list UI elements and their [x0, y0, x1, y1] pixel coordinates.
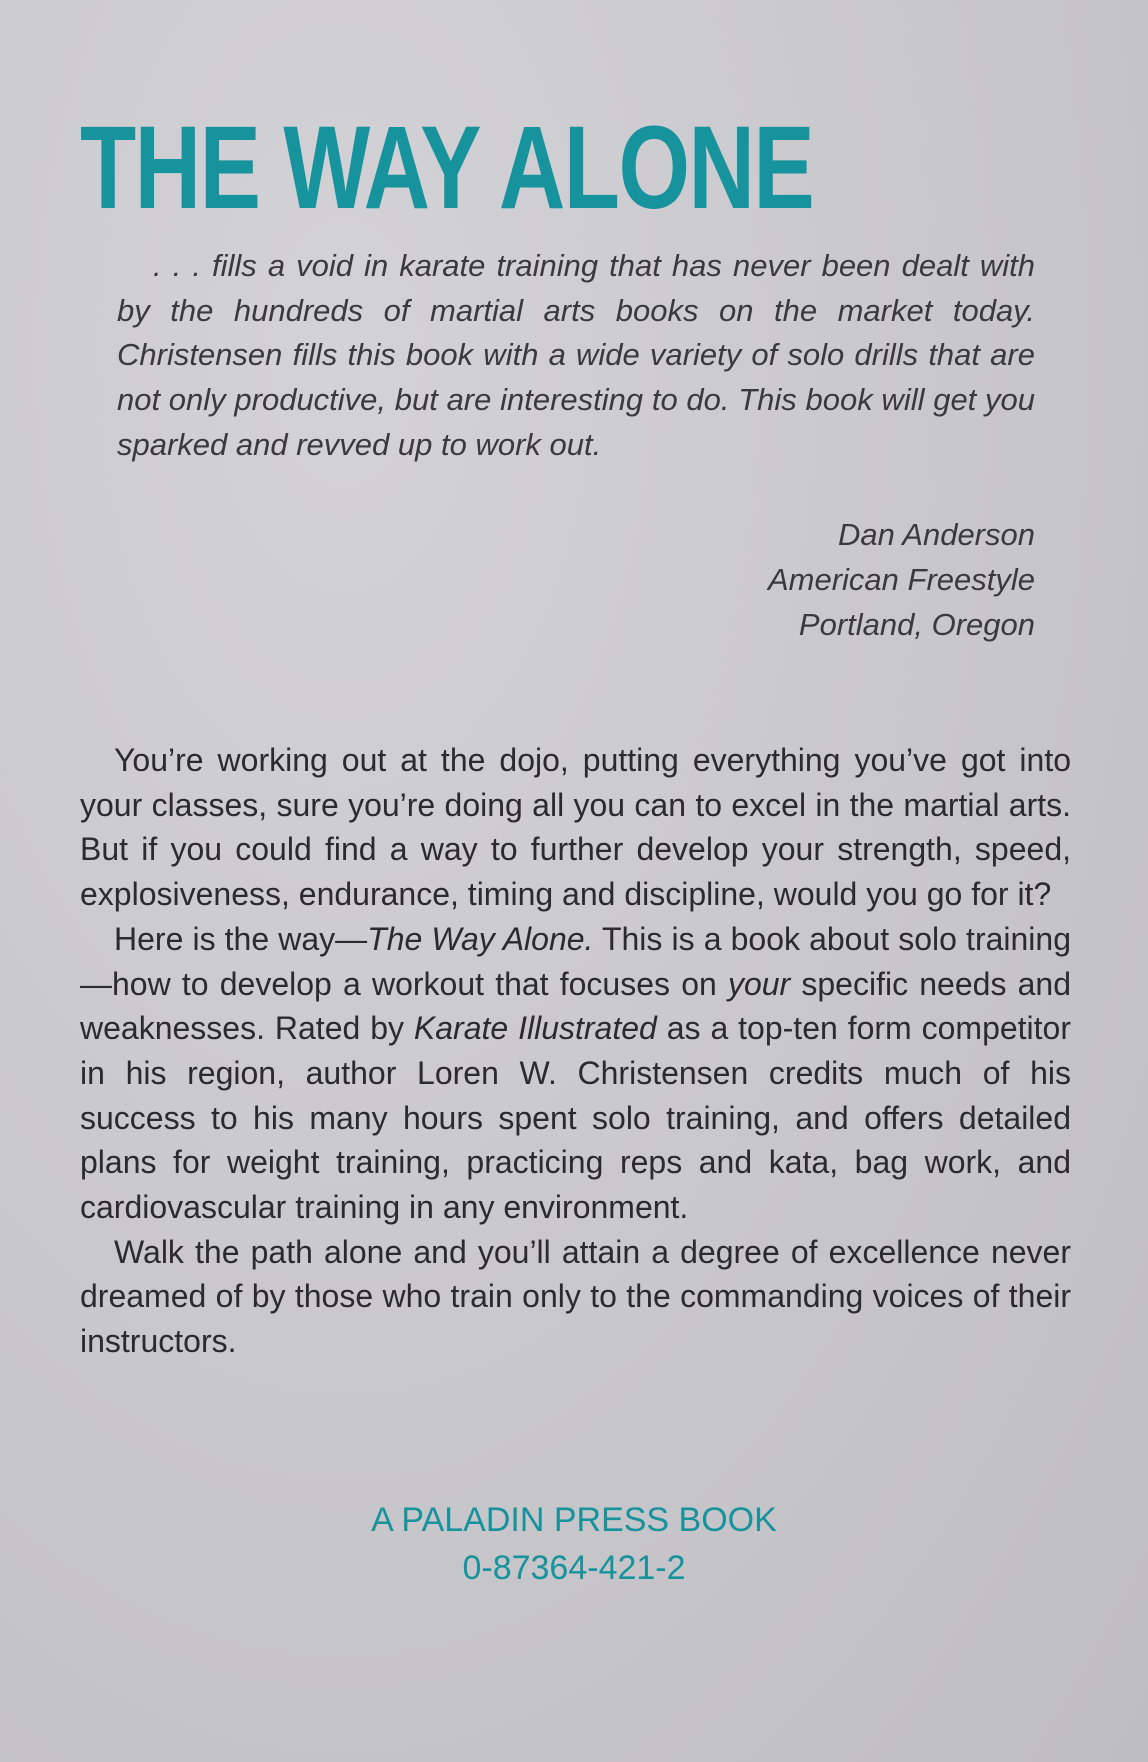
p2-part-a: Here is the way—	[114, 920, 368, 957]
book-title: THE WAY ALONE	[80, 102, 814, 234]
description-paragraph-1: You’re working out at the dojo, putting everything you’ve got into your classes, sure you’re doing all you can to excel in the martial arts. But if you could find a way to further develop your strength, speed, explosiveness, endurance, timing and discipline, would you go for it?	[80, 742, 1071, 913]
publisher-block	[0, 1496, 1148, 1592]
p2-part-e: specific needs and weaknesses. Rated by	[80, 965, 1071, 1047]
description-paragraph-3: Walk the path alone and you’ll attain a degree of excellence never dreamed of by those who train only to the commanding voices of their instructors.	[80, 1233, 1071, 1360]
endorsement-attribution	[768, 512, 1035, 647]
p2-part-g: as a top-ten form competitor in his region, author Loren W. Christensen credits much of his success to his many hours spent solo training, and offers detailed plans for weight training, practicing reps and kata, bag work, and cardiovascular training in any environment.	[80, 1010, 1072, 1226]
p2-title-italic: The Way Alone.	[367, 920, 594, 957]
endorser-affiliation: American Freestyle	[767, 562, 1035, 597]
endorser-name: Dan Anderson	[837, 517, 1035, 552]
description-paragraph-2	[80, 917, 1071, 1230]
isbn: 0-87364-421-2	[462, 1549, 686, 1587]
p2-part-c: This is a book about solo training—how to develop a workout that focuses on	[80, 920, 1071, 1002]
p2-your-italic: your	[727, 965, 791, 1002]
p2-magazine-italic: Karate Illustrated	[413, 1010, 657, 1047]
publisher-name: A PALADIN PRESS BOOK	[371, 1501, 777, 1539]
endorsement-quote: . . . fills a void in karate training that has never been dealt with by the hundreds of martial arts books on the market today. Christensen fills this book with a wide variety of solo drills that are not only productive, but are interesting to do. This book will get you sparked and revved up to work out.	[117, 248, 1035, 462]
book-description	[80, 738, 1071, 1364]
endorser-location: Portland, Oregon	[798, 607, 1035, 642]
